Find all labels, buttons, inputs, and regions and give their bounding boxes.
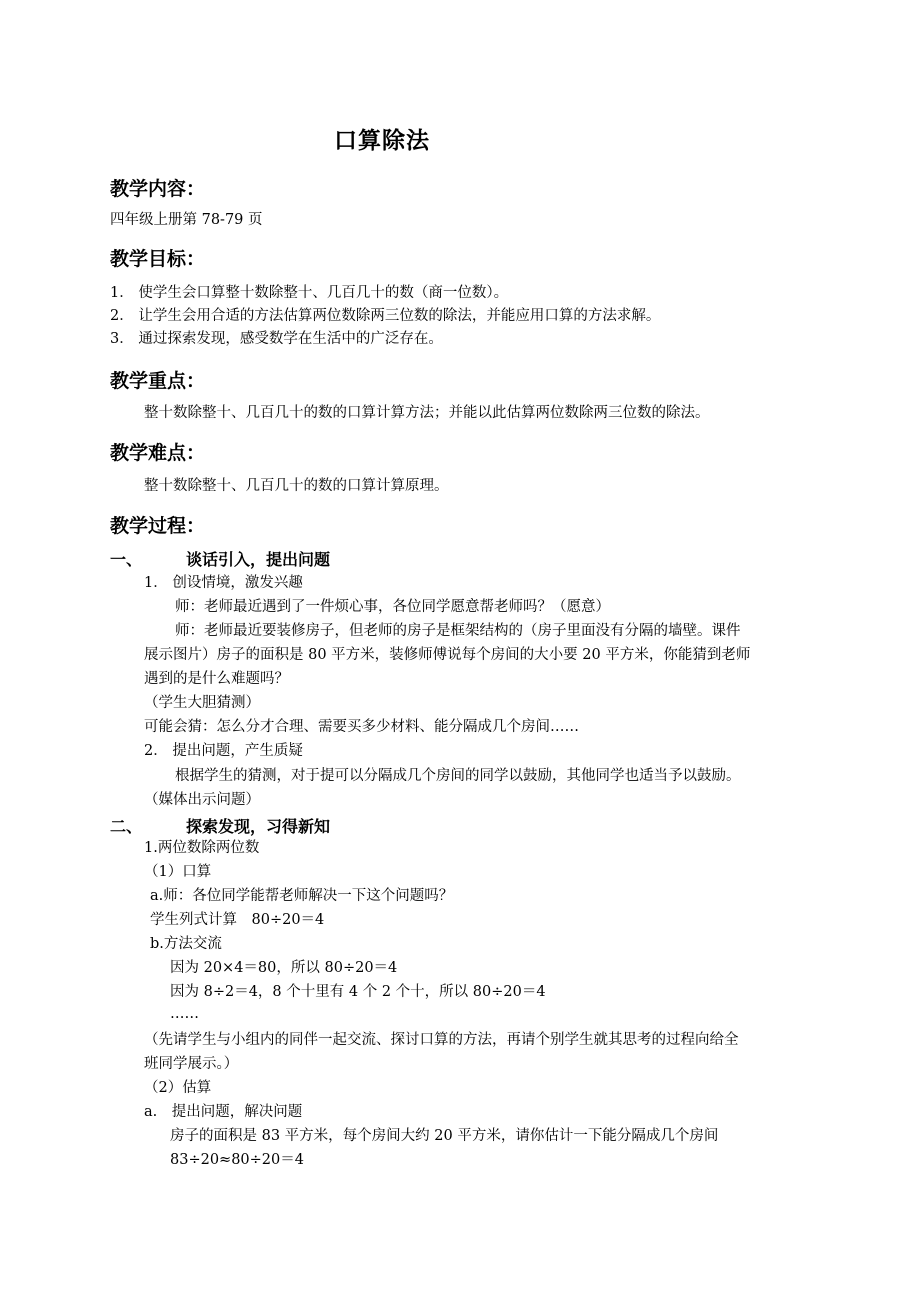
paragraph-line: 师：老师最近遇到了一件烦心事，各位同学愿意帮老师吗？（愿意） — [175, 599, 610, 615]
content-heading: 教学内容： — [110, 178, 206, 200]
key-text: 整十数除整十、几百几十的数的口算计算方法；并能以此估算两位数除两三位数的除法。 — [144, 405, 710, 421]
paragraph-line: 83÷20≈80÷20＝4 — [170, 1152, 304, 1168]
paragraph-line: 班同学展示。） — [144, 1056, 239, 1072]
paragraph-line: 房子的面积是 83 平方米，每个房间大约 20 平方米，请你估计一下能分隔成几个房间 — [170, 1128, 719, 1144]
subsection-label: （2）估算 — [144, 1080, 212, 1096]
part2-number: 二、 — [110, 817, 143, 836]
paragraph-line: 展示图片）房子的面积是 80 平方米，装修师傅说每个房间的大小要 20 平方米，你能猜到老师 — [144, 647, 751, 663]
part1-heading — [110, 547, 330, 570]
paragraph-line: 因为 8÷2＝4，8 个十里有 4 个 2 个十，所以 80÷20＝4 — [170, 984, 546, 1000]
key-heading: 教学重点： — [110, 370, 206, 392]
goal-item: 2． 让学生会用合适的方法估算两位数除两三位数的除法，并能应用口算的方法求解。 — [110, 308, 661, 324]
page-title: 口算除法 — [334, 128, 430, 154]
goal-item: 3． 通过探索发现，感受数学在生活中的广泛存在。 — [110, 331, 443, 347]
subsection-label: （1）口算 — [144, 864, 212, 880]
paragraph-line: 根据学生的猜测，对于提可以分隔成几个房间的同学以鼓励，其他同学也适当予以鼓励。 — [175, 768, 741, 784]
paragraph-line: b.方法交流 — [150, 936, 222, 952]
paragraph-line: a. 提出问题，解决问题 — [144, 1104, 303, 1120]
paragraph-line: （媒体出示问题） — [144, 792, 260, 808]
paragraph-line: 学生列式计算 80÷20＝4 — [150, 912, 325, 928]
paragraph-line: 师：老师最近要装修房子，但老师的房子是框架结构的（房子里面没有分隔的墙壁。课件 — [175, 623, 741, 639]
paragraph-line: （学生大胆猜测） — [144, 695, 260, 711]
subsection-label: 1.两位数除两位数 — [144, 840, 260, 856]
paragraph-line: a.师：各位同学能帮老师解决一下这个问题吗？ — [150, 888, 454, 904]
part1-title: 谈话引入，提出问题 — [186, 550, 331, 569]
paragraph-line: 可能会猜：怎么分才合理、需要买多少材料、能分隔成几个房间…… — [144, 719, 579, 735]
paragraph-line: 因为 20×4＝80，所以 80÷20＝4 — [170, 960, 398, 976]
paragraph-line: （先请学生与小组内的同伴一起交流、探讨口算的方法，再请个别学生就其思考的过程向给全 — [144, 1032, 739, 1048]
step-label: 2． 提出问题，产生质疑 — [144, 743, 303, 759]
part2-title: 探索发现，习得新知 — [186, 817, 331, 836]
goals-heading: 教学目标： — [110, 248, 206, 270]
difficulty-text: 整十数除整十、几百几十的数的口算计算原理。 — [144, 478, 449, 494]
step-label: 1． 创设情境，激发兴趣 — [144, 575, 303, 591]
ellipsis: …… — [170, 1006, 199, 1022]
part1-number: 一、 — [110, 550, 143, 569]
content-text: 四年级上册第 78-79 页 — [110, 212, 263, 228]
difficulty-heading: 教学难点： — [110, 442, 206, 464]
part2-heading — [110, 814, 330, 837]
paragraph-line: 遇到的是什么难题吗？ — [144, 671, 289, 687]
goal-item: 1． 使学生会口算整十数除整十、几百几十的数（商一位数）。 — [110, 285, 509, 301]
process-heading: 教学过程： — [110, 515, 206, 537]
